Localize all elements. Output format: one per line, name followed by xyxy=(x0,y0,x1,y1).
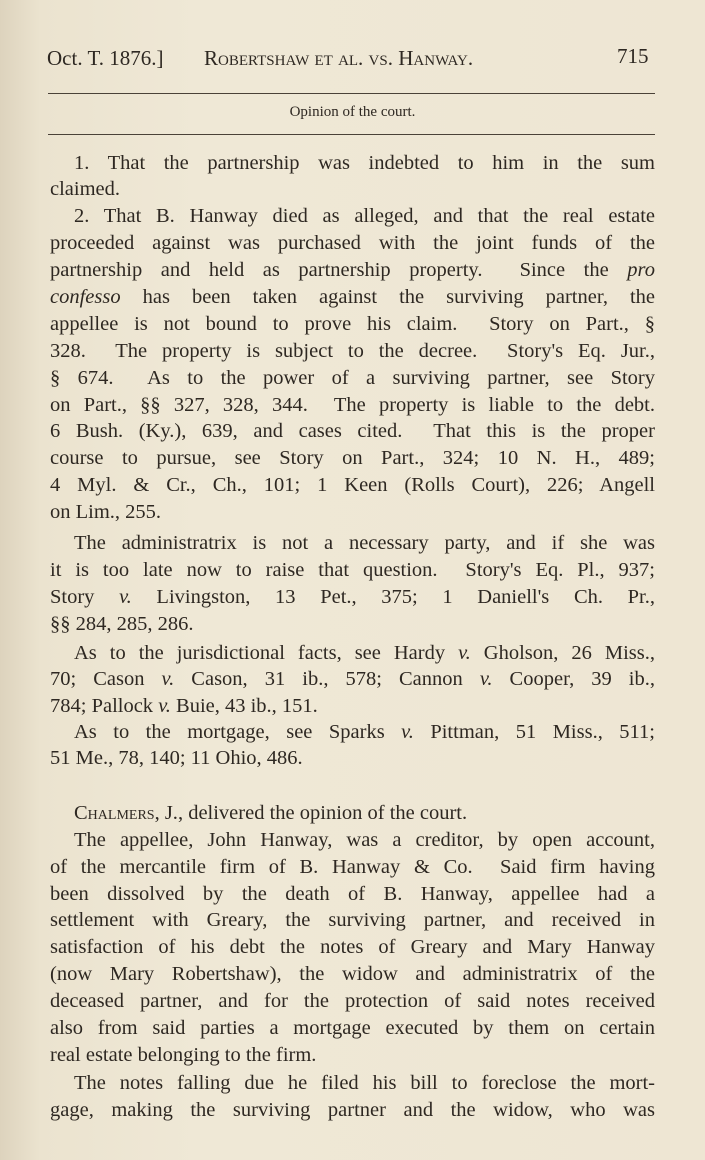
text-line xyxy=(50,230,655,256)
text-segment: Buie, 43 ib., 151. xyxy=(170,695,318,717)
text-line xyxy=(74,1070,655,1096)
text-segment: been dissolved by the death of B. Hanway, appellee had a xyxy=(50,883,655,905)
text-line xyxy=(50,1042,655,1068)
text-segment: on Part., §§ 327, 328, 344. The property is liable to the debt. xyxy=(50,394,655,416)
text-segment: v. xyxy=(161,668,175,690)
text-segment: Cooper, 39 ib., xyxy=(492,668,655,690)
text-line xyxy=(50,1097,655,1123)
text-segment: v. xyxy=(458,642,471,664)
text-line xyxy=(74,800,655,826)
text-segment: partnership and held as partnership property. Since the xyxy=(50,259,628,281)
text-segment: has been taken against the surviving partner, the xyxy=(120,286,655,308)
text-segment: real estate belonging to the firm. xyxy=(50,1044,317,1066)
text-line xyxy=(50,745,655,771)
text-line xyxy=(50,284,655,310)
text-segment: 2. That B. Hanway died as alleged, and that the real estate xyxy=(74,205,655,227)
text-segment: settlement with Greary, the surviving partner, and received in xyxy=(50,909,655,931)
text-segment: 70; Cason xyxy=(50,668,162,690)
text-segment: Pittman, 51 Miss., 511; xyxy=(413,721,655,743)
term-label: Oct. T. 1876.] xyxy=(47,46,164,70)
text-line xyxy=(50,881,655,907)
text-segment: deceased partner, and for the protection of said notes received xyxy=(50,990,655,1012)
text-line xyxy=(50,472,655,498)
text-line xyxy=(50,176,655,202)
text-line xyxy=(50,418,655,444)
text-segment: Gholson, 26 Miss., xyxy=(470,642,655,664)
text-segment: As to the mortgage, see Sparks xyxy=(74,721,402,743)
text-segment: (now Mary Robertshaw), the widow and administratrix of the xyxy=(50,963,655,985)
text-segment: confesso xyxy=(50,286,121,308)
text-segment: on Lim., 255. xyxy=(50,501,162,523)
text-segment: pro xyxy=(627,259,655,281)
section-subheading: Opinion of the court. xyxy=(289,104,416,120)
text-line xyxy=(50,854,655,880)
page-number: 715 xyxy=(617,44,649,68)
text-segment: gage, making the surviving partner and the widow, who was xyxy=(50,1099,655,1121)
text-line xyxy=(50,392,655,418)
text-segment: Livingston, 13 Pet., 375; 1 Daniell's Ch. Pr., xyxy=(131,586,655,608)
text-segment: 1. That the partnership was indebted to him in the sum xyxy=(74,152,655,174)
text-line xyxy=(74,827,655,853)
text-line xyxy=(50,934,655,960)
text-line xyxy=(74,530,655,556)
text-line xyxy=(50,611,655,637)
text-segment: v. xyxy=(158,695,171,717)
text-segment: also from said parties a mortgage executed by them on certain xyxy=(50,1017,655,1039)
text-segment: 328. The property is subject to the decree. Story's Eq. Jur., xyxy=(50,340,655,362)
text-line xyxy=(50,1015,655,1041)
text-segment: proceeded against was purchased with the joint funds of the xyxy=(50,232,655,254)
text-line xyxy=(74,640,655,666)
text-segment: v. xyxy=(401,721,414,743)
text-line xyxy=(50,338,655,364)
text-line xyxy=(50,311,655,337)
text-line xyxy=(74,203,655,229)
text-segment: 784; Pallock xyxy=(50,695,159,717)
case-title: Robertshaw et al. vs. Hanway. xyxy=(204,46,474,70)
text-segment: The appellee, John Hanway, was a creditor, by open account, xyxy=(74,829,655,851)
text-segment: of the mercantile firm of B. Hanway & Co. Said firm having xyxy=(50,856,655,878)
text-line xyxy=(50,584,655,610)
text-line xyxy=(50,365,655,391)
text-line xyxy=(50,666,655,692)
text-segment: appellee is not bound to prove his claim. Story on Part., § xyxy=(50,313,655,335)
text-line xyxy=(50,445,655,471)
text-segment: The notes falling due he filed his bill to foreclose the mort- xyxy=(74,1072,655,1094)
judge-name: Chalmers, J. xyxy=(74,802,178,824)
text-segment: course to pursue, see Story on Part., 324; 10 N. H., 489; xyxy=(50,447,655,469)
text-segment: Story xyxy=(50,586,120,608)
text-segment: The administratrix is not a necessary party, and if she was xyxy=(74,532,655,554)
text-segment: Cason, 31 ib., 578; Cannon xyxy=(174,668,480,690)
text-line xyxy=(50,961,655,987)
text-line xyxy=(74,150,655,176)
text-segment: 4 Myl. & Cr., Ch., 101; 1 Keen (Rolls Court), 226; Angell xyxy=(50,474,655,496)
header-rule-bottom xyxy=(48,134,655,135)
text-line xyxy=(50,988,655,1014)
text-line xyxy=(74,719,655,745)
text-line xyxy=(50,557,655,583)
text-segment: it is too late now to raise that question. Story's Eq. Pl., 937; xyxy=(50,559,655,581)
text-line xyxy=(50,693,655,719)
text-segment: As to the jurisdictional facts, see Hardy xyxy=(74,642,459,664)
text-segment: satisfaction of his debt the notes of Greary and Mary Hanway xyxy=(50,936,655,958)
text-line xyxy=(50,499,655,525)
text-segment: claimed. xyxy=(50,178,121,200)
text-segment: v. xyxy=(479,668,493,690)
text-line xyxy=(50,257,655,283)
text-segment: § 674. As to the power of a surviving partner, see Story xyxy=(50,367,655,389)
text-segment: 6 Bush. (Ky.), 639, and cases cited. That this is the proper xyxy=(50,420,655,442)
text-segment: 51 Me., 78, 140; 11 Ohio, 486. xyxy=(50,747,303,769)
text-line xyxy=(50,907,655,933)
text-segment: v. xyxy=(119,586,132,608)
text-segment: §§ 284, 285, 286. xyxy=(50,613,194,635)
header-rule-top xyxy=(48,93,655,94)
text-segment: , delivered the opinion of the court. xyxy=(177,802,468,824)
